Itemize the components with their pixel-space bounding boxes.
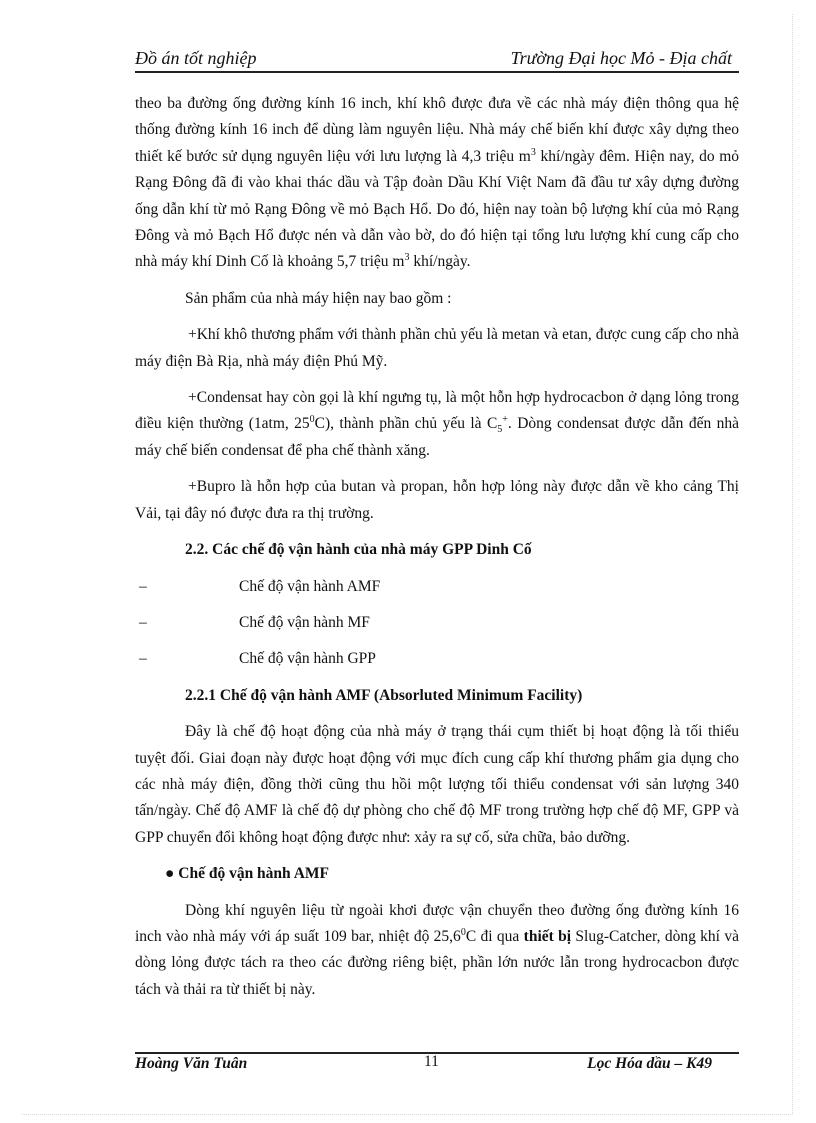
- dash-marker: –: [139, 613, 147, 631]
- list-item: – Chế độ vận hành GPP: [135, 646, 739, 672]
- paragraph: +Condensat hay còn gọi là khí ngưng tụ, là một hỗn hợp hydrocacbon ở dạng lỏng trong điều kiện thường (1atm, $25^0C$), thành phần chủ yếu là $C_5^+$. Dòng condensat được dẫn đến nhà máy chế biến condensat để pha chế thành xăng.: [135, 389, 739, 459]
- paragraph: +Khí khô thương phẩm với thành phần chủ yếu là metan và etan, được cung cấp cho nhà máy điện Bà Rịa, nhà máy điện Phú Mỹ.: [135, 326, 739, 370]
- header-rule: [135, 71, 739, 73]
- bullet-heading: ● Chế độ vận hành AMF: [165, 865, 329, 883]
- paragraph: +Bupro là hỗn hợp của butan và propan, hỗn hợp lỏng này được dẫn về kho cảng Thị Vải, tại đây nó được đưa ra thị trường.: [135, 478, 739, 522]
- section-heading: 2.2. Các chế độ vận hành của nhà máy GPP Dinh Cố: [185, 541, 532, 559]
- header-right: Trường Đại học Mỏ - Địa chất: [510, 48, 732, 68]
- paragraph: Dòng khí nguyên liệu từ ngoài khơi được vận chuyển theo đường ống đường kính 16 inch vào nhà máy với áp suất 109 bar, nhiệt độ 25,6$^0$C đi qua thiết bị Slug-Catcher, dòng khí và dòng lỏng được tách ra theo các đường riêng biệt, phần lớn nước lẫn trong hydrocacbon được tách và thải ra từ thiết bị này.: [135, 901, 739, 998]
- subsection-heading: 2.2.1 Chế độ vận hành AMF (Absorluted Minimum Facility): [185, 686, 583, 704]
- dash-marker: –: [139, 650, 147, 668]
- header-left: Đồ án tốt nghiệp: [135, 48, 257, 68]
- list-item: – Chế độ vận hành MF: [135, 610, 739, 636]
- footer-author: Hoàng Văn Tuân: [135, 1055, 248, 1072]
- page-number: 11: [424, 1053, 439, 1070]
- list-item: – Chế độ vận hành AMF: [135, 574, 739, 600]
- dash-marker: –: [139, 577, 147, 595]
- paragraph: Đây là chế độ hoạt động của nhà máy ở trạng thái cụm thiết bị hoạt động là tối thiểu tuyệt đối. Giai đoạn này được hoạt động với mục đích cung cấp khí thương phẩm gia dụng cho các nhà máy điện, đồng thời cũng thu hồi một lượng tối thiểu condensat với sản lượng 340 tấn/ngày. Chế độ AMF là chế độ dự phòng cho chế độ MF trong trường hợp chế độ MF, GPP và GPP chuyển đổi không hoạt động được như: xảy ra sự cố, sửa chữa, bảo dưỡng.: [135, 723, 739, 846]
- paragraph: theo ba đường ống đường kính 16 inch, khí khô được đưa về các nhà máy điện thông qua hệ thống đường kính 16 inch để dùng làm nguyên liệu. Nhà máy chế biến khí được xây dựng theo thiết kế bước sử dụng nguyên liệu với lưu lượng là 4,3 triệu $m^3$ khí/ngày đêm. Hiện nay, do mỏ Rạng Đông đã đi vào khai thác dầu và Tập đoàn Dầu Khí Việt Nam đã đầu tư xây dựng đường ống dẫn khí từ mỏ Rạng Đông về mỏ Bạch Hổ. Do đó, hiện nay toàn bộ lượng khí của mỏ Rạng Đông và mỏ Bạch Hổ được nén và dẫn vào bờ, do đó hiện tại tổng lưu lượng khí cung cấp cho nhà máy khí Dinh Cố là khoảng 5,7 triệu $m^3$ khí/ngày.: [135, 95, 740, 271]
- footer-class: Lọc Hóa dầu – K49: [587, 1055, 712, 1072]
- bullet-icon: ●: [165, 865, 175, 883]
- paragraph: Sản phẩm của nhà máy hiện nay bao gồm :: [185, 289, 452, 307]
- document-body: [135, 91, 739, 1003]
